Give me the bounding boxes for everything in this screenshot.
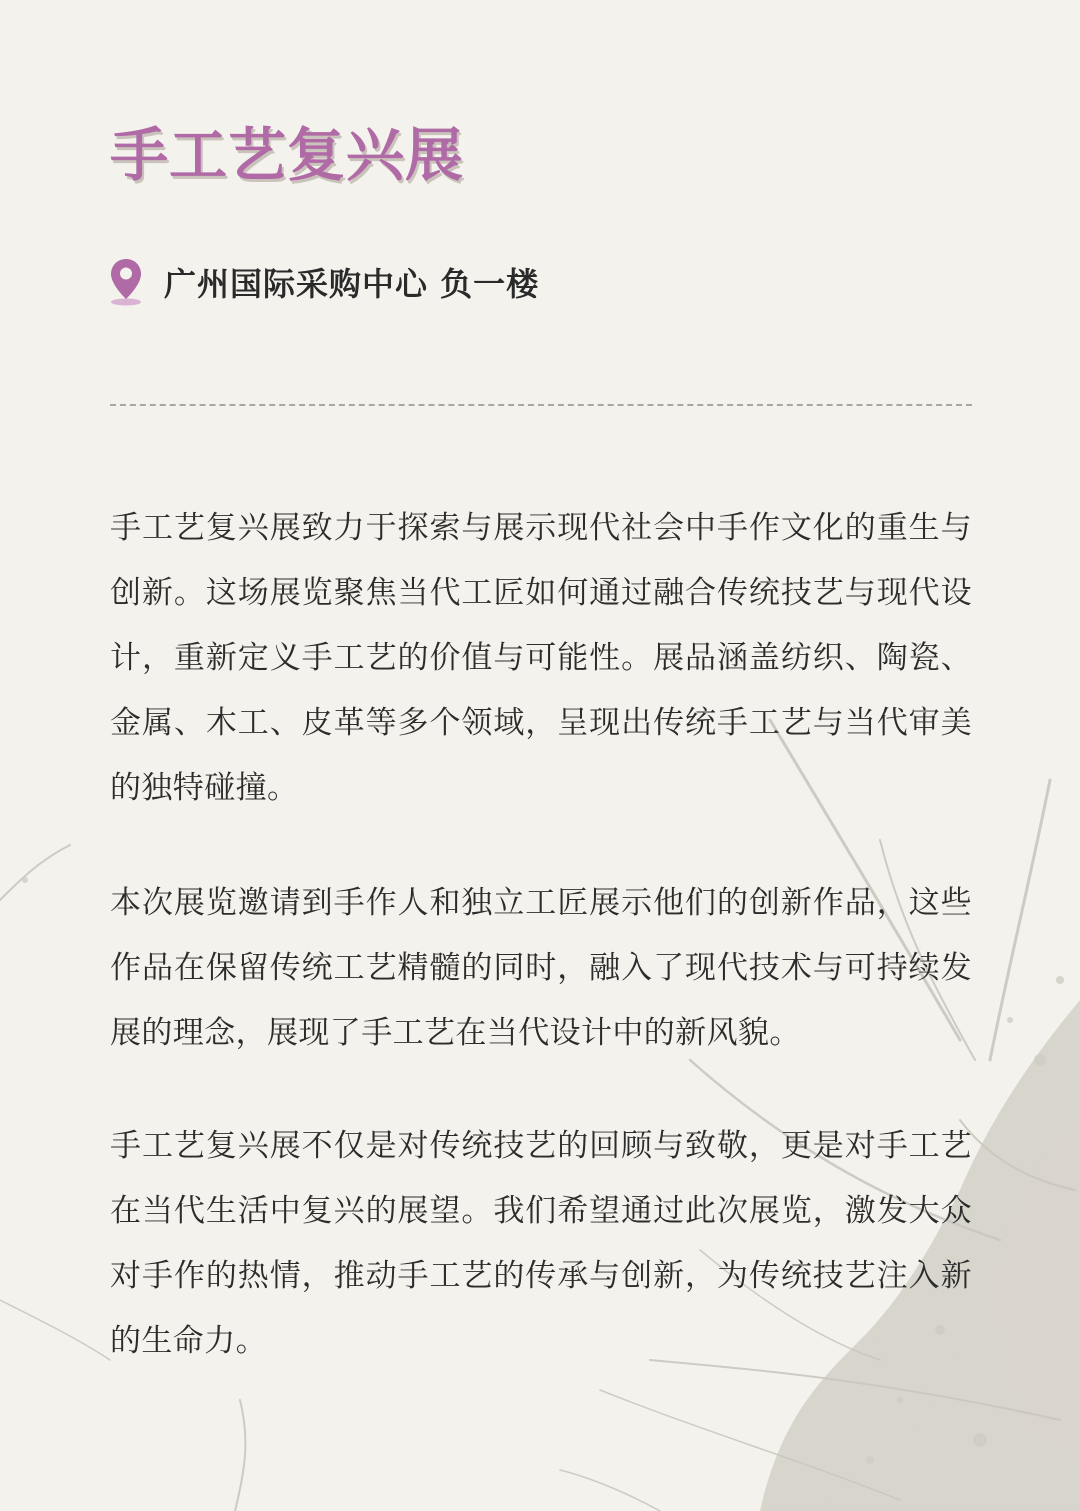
paragraph-artisans [110, 871, 972, 1066]
paragraph-text: 手工艺复兴展不仅是对传统技艺的回顾与致敬，更是对手工艺在当代生活中复兴的展望。我们希望通过此次展览，激发大众对手作的热情，推动手工艺的传承与创新，为传统技艺注入新的生命力。 [110, 1128, 972, 1359]
paragraph-intro [110, 496, 972, 821]
dashed-divider [110, 404, 972, 406]
exhibition-title: 手工艺复兴展 [110, 121, 465, 189]
map-pin-icon [110, 258, 142, 306]
location-text: 广州国际采购中心 负一楼 [164, 265, 540, 303]
paragraph-text: 手工艺复兴展致力于探索与展示现代社会中手作文化的重生与创新。这场展览聚焦当代工匠如何通过融合传统技艺与现代设计，重新定义手工艺的价值与可能性。展品涵盖纺织、陶瓷、金属、木工、皮革等多个领域，呈现出传统手工艺与当代审美的独特碰撞。 [110, 510, 972, 806]
paragraph-text: 本次展览邀请到手作人和独立工匠展示他们的创新作品，这些作品在保留传统工艺精髓的同时，融入了现代技术与可持续发展的理念，展现了手工艺在当代设计中的新风貌。 [110, 885, 972, 1051]
paragraph-outlook [110, 1114, 972, 1374]
location-row [110, 256, 539, 308]
